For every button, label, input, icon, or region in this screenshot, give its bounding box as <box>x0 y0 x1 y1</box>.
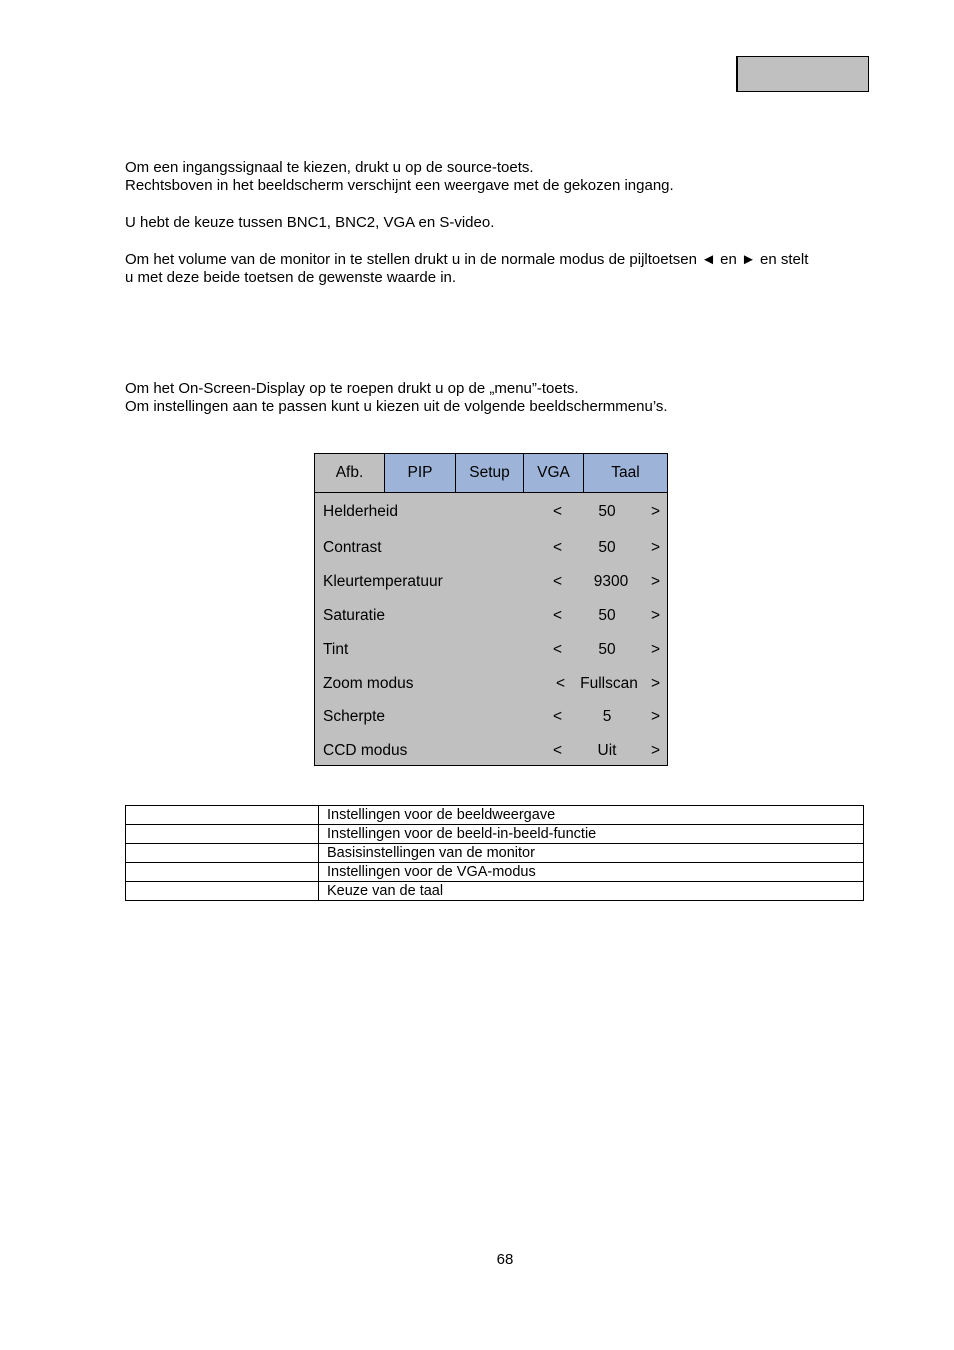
setting-label: Kleurtemperatuur <box>323 573 443 590</box>
header-box <box>736 56 869 92</box>
text-line: u met deze beide toetsen de gewenste waarde in. <box>125 269 457 286</box>
increase-arrow[interactable]: > <box>651 503 661 520</box>
menu-description-cell: Instellingen voor de beeldweergave <box>319 806 864 825</box>
setting-value: 50 <box>598 607 616 624</box>
menu-name-cell <box>126 825 319 844</box>
osd-row-scherpte[interactable] <box>315 708 667 730</box>
paragraph-source <box>125 159 865 195</box>
setting-label: Scherpte <box>323 708 386 725</box>
increase-arrow[interactable]: > <box>651 641 661 658</box>
page-number: 68 <box>496 1251 514 1268</box>
tab-taal[interactable]: Taal <box>584 454 667 492</box>
osd-row-contrast[interactable] <box>315 539 667 561</box>
menu-name-cell <box>126 863 319 882</box>
setting-value: 9300 <box>593 573 629 590</box>
osd-row-ccd-modus[interactable] <box>315 742 667 764</box>
osd-row-saturatie[interactable] <box>315 607 667 629</box>
setting-label: Saturatie <box>323 607 386 624</box>
increase-arrow[interactable]: > <box>651 708 661 725</box>
increase-arrow[interactable]: > <box>651 539 661 556</box>
tab-setup[interactable]: Setup <box>456 454 524 492</box>
osd-row-kleurtemperatuur[interactable] <box>315 573 667 595</box>
menu-description-cell: Instellingen voor de beeld-in-beeld-functie <box>319 825 864 844</box>
increase-arrow[interactable]: > <box>651 742 661 759</box>
increase-arrow[interactable]: > <box>651 607 661 624</box>
setting-label: Helderheid <box>323 503 398 520</box>
setting-value: Fullscan <box>580 675 638 692</box>
text-line: U hebt de keuze tussen BNC1, BNC2, VGA en S-video. <box>125 214 495 231</box>
menu-description-cell: Basisinstellingen van de monitor <box>319 844 864 863</box>
table-row <box>126 863 864 882</box>
table-row <box>126 806 864 825</box>
table-row <box>126 825 864 844</box>
text-line: Rechtsboven in het beeldscherm verschijnt een weergave met de gekozen ingang. <box>125 177 674 194</box>
increase-arrow[interactable]: > <box>651 573 661 590</box>
table-row <box>126 882 864 901</box>
decrease-arrow[interactable]: < <box>553 641 563 658</box>
osd-row-zoom-modus[interactable] <box>315 675 667 697</box>
decrease-arrow[interactable]: < <box>553 607 563 624</box>
decrease-arrow[interactable]: < <box>556 675 566 692</box>
menu-name-cell <box>126 882 319 901</box>
text-line: Om het volume van de monitor in te stellen drukt u in de normale modus de pijltoetsen ◄ en ► en stelt <box>125 251 809 268</box>
setting-label: Contrast <box>323 539 382 556</box>
decrease-arrow[interactable]: < <box>553 742 563 759</box>
decrease-arrow[interactable]: < <box>553 503 563 520</box>
text-line: Om het On-Screen-Display op te roepen drukt u op de „menu”-toets. <box>125 380 579 397</box>
increase-arrow[interactable]: > <box>651 675 661 692</box>
paragraph-osd <box>125 380 865 416</box>
menu-name-cell <box>126 844 319 863</box>
setting-value: 5 <box>602 708 612 725</box>
setting-value: 50 <box>598 503 616 520</box>
setting-label: CCD modus <box>323 742 408 759</box>
tab-vga[interactable]: VGA <box>524 454 584 492</box>
table-row <box>126 844 864 863</box>
paragraph-volume <box>125 251 865 287</box>
osd-menu <box>314 453 668 766</box>
tab-pip[interactable]: PIP <box>385 454 456 492</box>
menu-description-table <box>125 805 864 901</box>
decrease-arrow[interactable]: < <box>553 708 563 725</box>
setting-label: Tint <box>323 641 349 658</box>
paragraph-inputs <box>125 214 865 232</box>
setting-value: 50 <box>598 539 616 556</box>
decrease-arrow[interactable]: < <box>553 539 563 556</box>
tab-afb[interactable]: Afb. <box>315 454 385 492</box>
osd-row-tint[interactable] <box>315 641 667 663</box>
setting-value: 50 <box>598 641 616 658</box>
osd-tab-bar <box>315 454 667 493</box>
menu-description-cell: Keuze van de taal <box>319 882 864 901</box>
text-line: Om instellingen aan te passen kunt u kiezen uit de volgende beeldschermmenu’s. <box>125 398 668 415</box>
decrease-arrow[interactable]: < <box>553 573 563 590</box>
text-line: Om een ingangssignaal te kiezen, drukt u op de source-toets. <box>125 159 534 176</box>
setting-label: Zoom modus <box>323 675 414 692</box>
setting-value: Uit <box>597 742 617 759</box>
menu-description-cell: Instellingen voor de VGA-modus <box>319 863 864 882</box>
menu-name-cell <box>126 806 319 825</box>
osd-row-helderheid[interactable] <box>315 503 667 525</box>
